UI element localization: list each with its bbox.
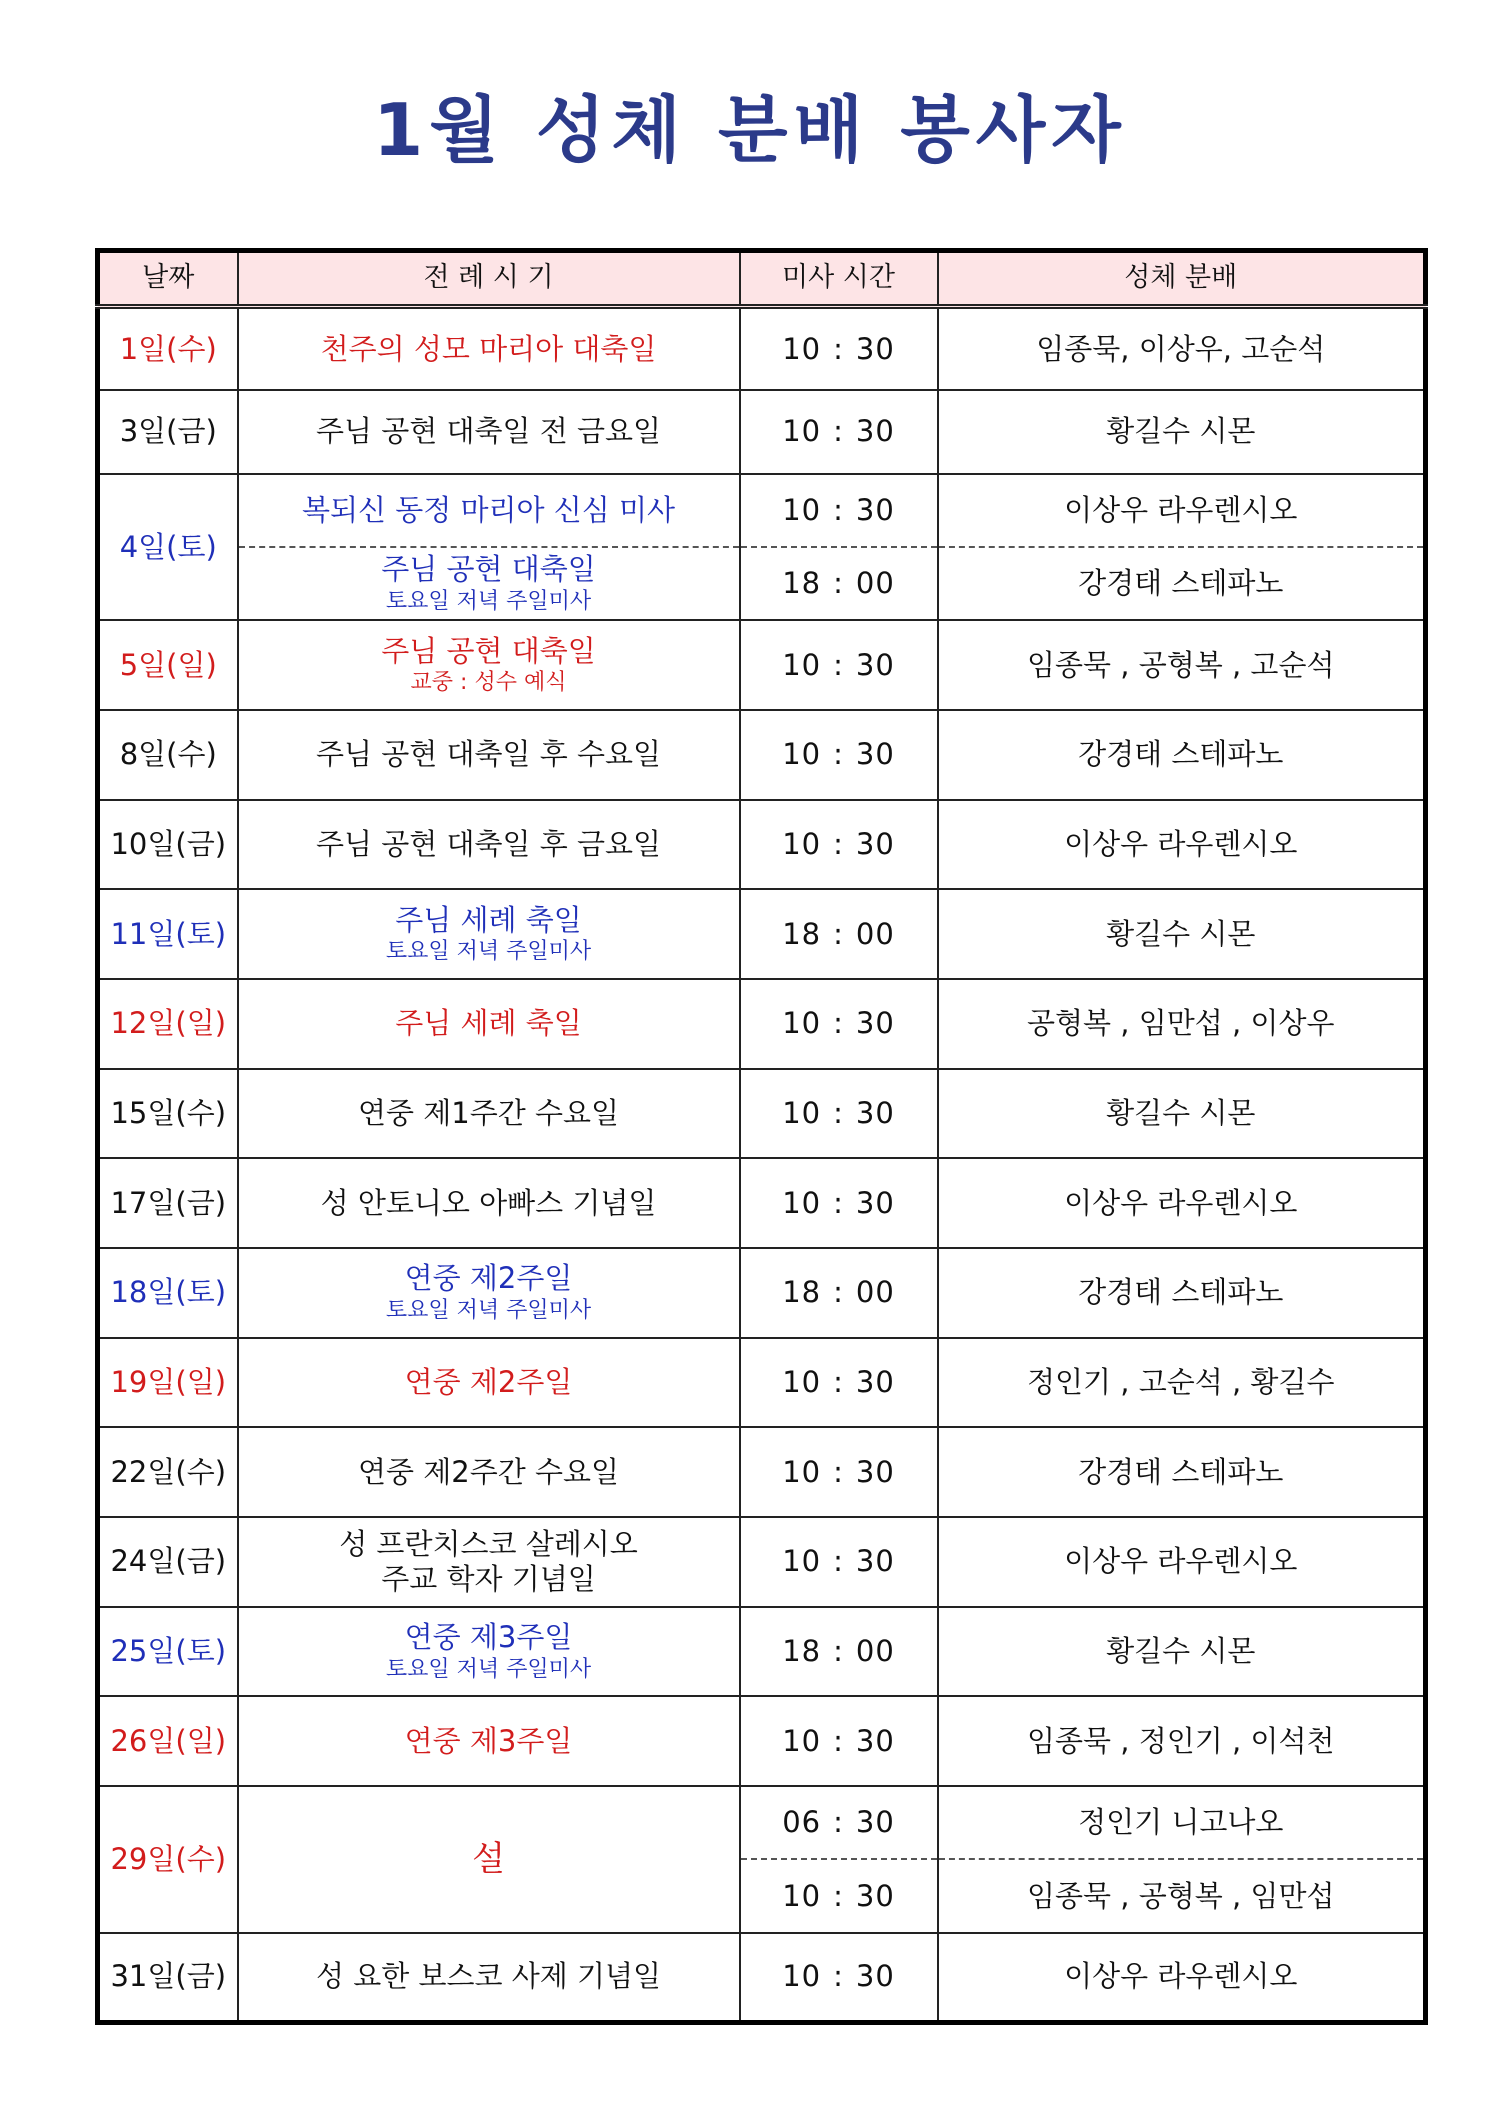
row-liturgy: 주님 공현 대축일 전 금요일 [238, 390, 740, 474]
row-liturgy: 설 [238, 1786, 740, 1933]
row-time: 10 : 30 [740, 1338, 938, 1428]
header-ministers: 성체 분배 [938, 251, 1426, 307]
row-date: 26일(일) [98, 1696, 238, 1786]
row-date: 10일(금) [98, 800, 238, 890]
row-liturgy: 주님 공현 대축일 토요일 저녁 주일미사 [238, 547, 740, 620]
row-time: 10 : 30 [740, 390, 938, 474]
row-liturgy: 주님 공현 대축일 교중 : 성수 예식 [238, 620, 740, 710]
row-liturgy: 성 안토니오 아빠스 기념일 [238, 1158, 740, 1248]
row-ministers: 이상우 라우렌시오 [938, 1158, 1426, 1248]
table-row [98, 1607, 1426, 1697]
row-time: 10 : 30 [740, 1517, 938, 1607]
row-ministers: 임종묵 , 정인기 , 이석천 [938, 1696, 1426, 1786]
row-date: 29일(수) [98, 1786, 238, 1933]
row-liturgy: 연중 제2주일 [238, 1338, 740, 1428]
row-time: 10 : 30 [740, 1427, 938, 1517]
row-ministers: 황길수 시몬 [938, 390, 1426, 474]
table-row [98, 979, 1426, 1069]
row-time: 18 : 00 [740, 1607, 938, 1697]
table-row [98, 1517, 1426, 1607]
row-date: 22일(수) [98, 1427, 238, 1517]
row-date: 4일(토) [98, 474, 238, 621]
table-row [98, 474, 1426, 547]
row-liturgy: 복되신 동정 마리아 신심 미사 [238, 474, 740, 547]
row-ministers: 강경태 스테파노 [938, 547, 1426, 620]
row-liturgy: 연중 제1주간 수요일 [238, 1069, 740, 1159]
table-row [98, 889, 1426, 979]
header-liturgy: 전 례 시 기 [238, 251, 740, 307]
row-date: 15일(수) [98, 1069, 238, 1159]
row-liturgy: 천주의 성모 마리아 대축일 [238, 307, 740, 391]
row-time: 18 : 00 [740, 547, 938, 620]
row-time: 10 : 30 [740, 620, 938, 710]
schedule-table [95, 248, 1428, 2025]
table-row [98, 547, 1426, 620]
row-date: 5일(일) [98, 620, 238, 710]
row-date: 24일(금) [98, 1517, 238, 1607]
table-row [98, 1786, 1426, 1859]
row-time: 10 : 30 [740, 800, 938, 890]
table-row [98, 390, 1426, 474]
header-date: 날짜 [98, 251, 238, 307]
row-time: 10 : 30 [740, 1069, 938, 1159]
row-date: 11일(토) [98, 889, 238, 979]
row-time: 06 : 30 [740, 1786, 938, 1859]
row-ministers: 정인기 니고나오 [938, 1786, 1426, 1859]
row-liturgy: 주님 세례 축일 토요일 저녁 주일미사 [238, 889, 740, 979]
row-liturgy: 성 요한 보스코 사제 기념일 [238, 1933, 740, 2023]
row-time: 10 : 30 [740, 1696, 938, 1786]
row-ministers: 이상우 라우렌시오 [938, 474, 1426, 547]
row-date: 25일(토) [98, 1607, 238, 1697]
row-liturgy: 주님 공현 대축일 후 금요일 [238, 800, 740, 890]
row-time: 18 : 00 [740, 889, 938, 979]
table-row [98, 620, 1426, 710]
row-liturgy: 연중 제3주일 토요일 저녁 주일미사 [238, 1607, 740, 1697]
table-row [98, 800, 1426, 890]
row-time: 10 : 30 [740, 710, 938, 800]
row-time: 10 : 30 [740, 1859, 938, 1932]
row-ministers: 임종묵 , 공형복 , 고순석 [938, 620, 1426, 710]
row-ministers: 임종묵 , 공형복 , 임만섭 [938, 1859, 1426, 1932]
row-ministers: 강경태 스테파노 [938, 1248, 1426, 1338]
row-date: 3일(금) [98, 390, 238, 474]
table-row [98, 710, 1426, 800]
row-date: 12일(일) [98, 979, 238, 1069]
row-ministers: 공형복 , 임만섭 , 이상우 [938, 979, 1426, 1069]
row-ministers: 이상우 라우렌시오 [938, 800, 1426, 890]
table-row [98, 1338, 1426, 1428]
row-time: 18 : 00 [740, 1248, 938, 1338]
row-ministers: 황길수 시몬 [938, 889, 1426, 979]
table-header-row [98, 251, 1426, 307]
table-row [98, 1158, 1426, 1248]
row-liturgy: 연중 제2주간 수요일 [238, 1427, 740, 1517]
row-time: 10 : 30 [740, 1933, 938, 2023]
row-ministers: 이상우 라우렌시오 [938, 1933, 1426, 2023]
table-row [98, 1248, 1426, 1338]
row-date: 31일(금) [98, 1933, 238, 2023]
row-ministers: 강경태 스테파노 [938, 1427, 1426, 1517]
row-date: 8일(수) [98, 710, 238, 800]
row-date: 1일(수) [98, 307, 238, 391]
row-liturgy: 성 프란치스코 살레시오 주교 학자 기념일 [238, 1517, 740, 1607]
row-ministers: 정인기 , 고순석 , 황길수 [938, 1338, 1426, 1428]
row-date: 18일(토) [98, 1248, 238, 1338]
row-ministers: 강경태 스테파노 [938, 710, 1426, 800]
row-time: 10 : 30 [740, 1158, 938, 1248]
table-row [98, 1933, 1426, 2023]
row-liturgy: 주님 세례 축일 [238, 979, 740, 1069]
row-ministers: 임종묵, 이상우, 고순석 [938, 307, 1426, 391]
row-liturgy: 연중 제2주일 토요일 저녁 주일미사 [238, 1248, 740, 1338]
row-date: 19일(일) [98, 1338, 238, 1428]
row-ministers: 황길수 시몬 [938, 1607, 1426, 1697]
row-time: 10 : 30 [740, 474, 938, 547]
row-ministers: 이상우 라우렌시오 [938, 1517, 1426, 1607]
table-row [98, 1696, 1426, 1786]
table-row [98, 307, 1426, 391]
row-time: 10 : 30 [740, 307, 938, 391]
page-title: 1월 성체 분배 봉사자 [373, 88, 1127, 172]
table-row [98, 1069, 1426, 1159]
row-liturgy: 주님 공현 대축일 후 수요일 [238, 710, 740, 800]
row-time: 10 : 30 [740, 979, 938, 1069]
row-liturgy: 연중 제3주일 [238, 1696, 740, 1786]
row-ministers: 황길수 시몬 [938, 1069, 1426, 1159]
header-mass-time: 미사 시간 [740, 251, 938, 307]
table-row [98, 1427, 1426, 1517]
row-date: 17일(금) [98, 1158, 238, 1248]
